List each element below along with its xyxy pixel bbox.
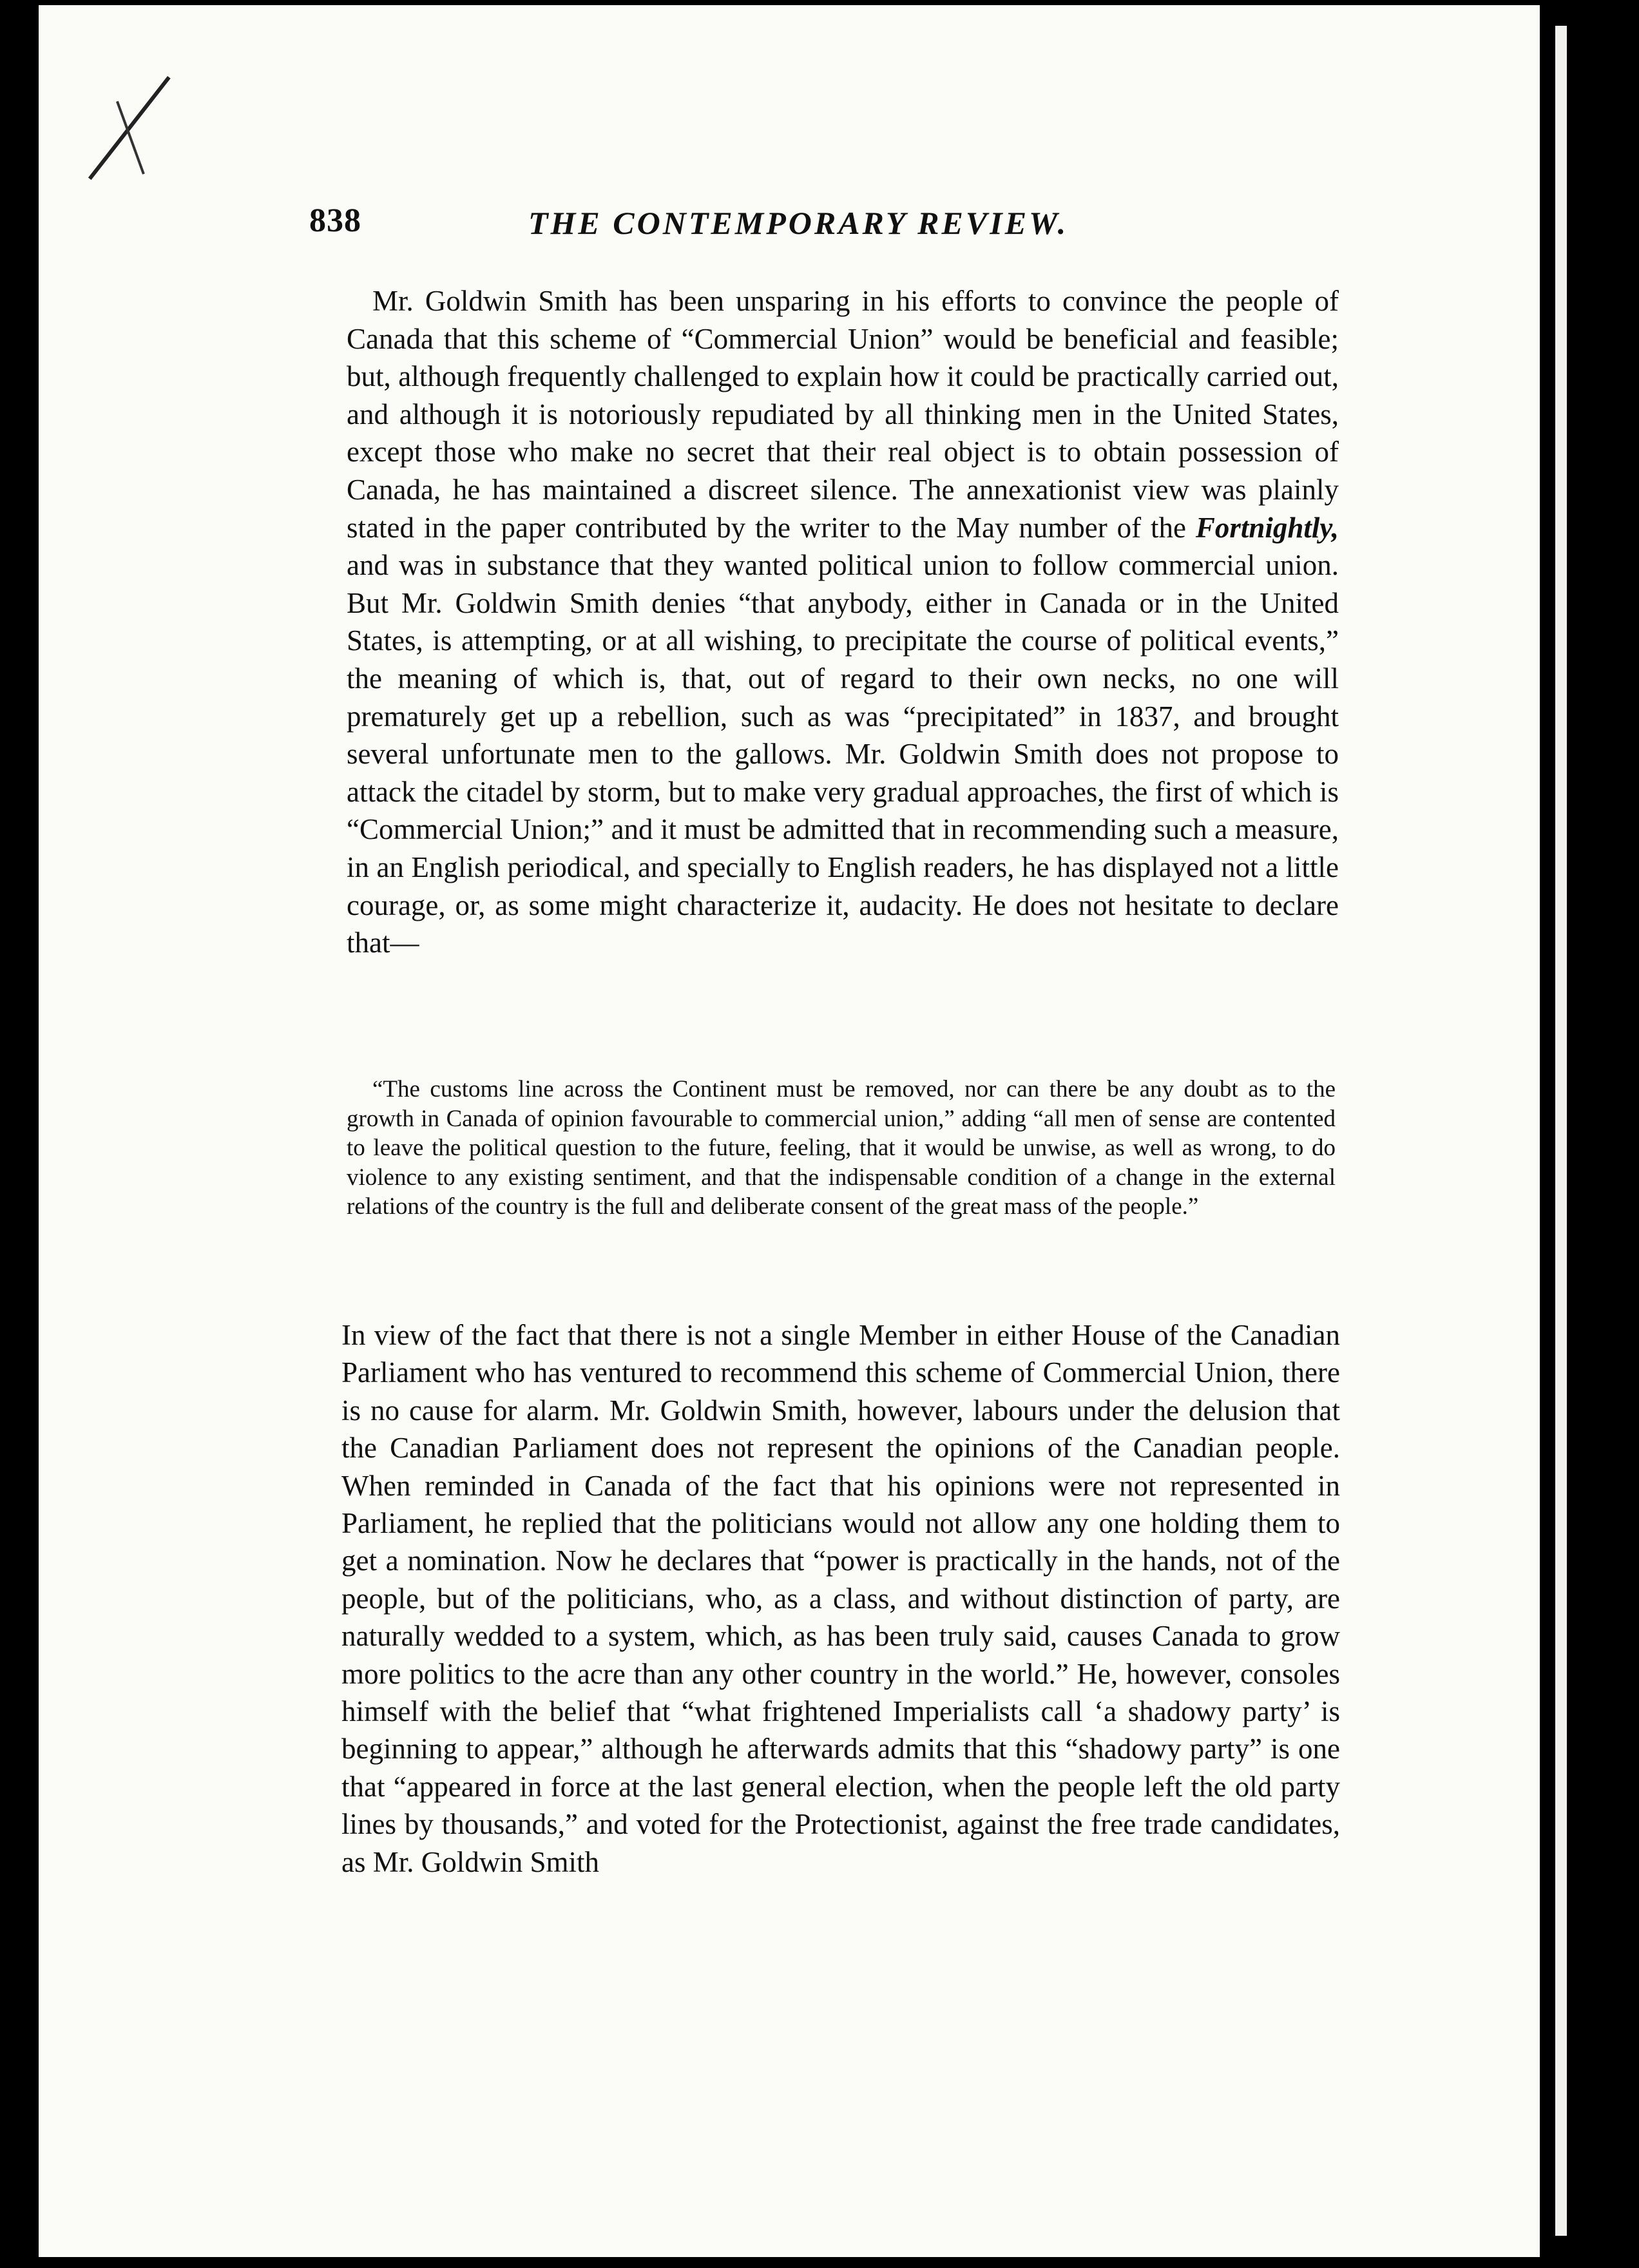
running-head: THE CONTEMPORARY REVIEW.	[528, 205, 1069, 241]
binding-edge	[1542, 0, 1639, 2268]
paragraph-text: Mr. Goldwin Smith has been unsparing in his efforts to convince the people of Canada that this scheme of “Commercial Union” would be beneficial and feasible; but, although frequently challenged to explain how it could be practically carried out, and although it is notoriously repudiated by all thinking men in the United States, except those who make no secret that their real object is to obtain possession of Canada, he has maintained a discreet silence. The annexationist view was plainly stated in the paper contributed by the writer to the May number of the	[347, 285, 1339, 544]
document-page	[39, 5, 1540, 2257]
adjacent-page-edge	[1555, 26, 1567, 2236]
body-paragraph-1	[347, 282, 1339, 962]
periodical-title: Fortnightly,	[1195, 511, 1339, 544]
block-quotation: “The customs line across the Continent must be removed, nor can there be any doubt as to the growth in Canada of opinion favourable to commercial union,” adding “all men of sense are contented to leave the political question to the future, feeling, that it would be unwise, as well as wrong, to do violence to any existing sentiment, and that the indispensable condition of a change in the external relations of the country is the full and deliberate consent of the great mass of the people.”	[347, 1076, 1336, 1220]
page-header	[309, 202, 1340, 253]
body-paragraph-2: In view of the fact that there is not a single Member in either House of the Canadian Parliament who has ventured to recommend this scheme of Commercial Union, there is no cause for alarm. Mr. Goldwin Smith, however, labours under the delusion that the Canadian Parliament does not represent the opinions of the Canadian people. When reminded in Canada of the fact that his opinions were not represented in Parliament, he replied that the politicians would not allow any one holding them to get a nomination. Now he declares that “power is practically in the hands, not of the people, but of the politicians, who, as a class, and without distinction of party, are naturally wedded to a system, which, as has been truly said, causes Canada to grow more politics to the acre than any other country in the world.” He, however, consoles himself with the belief that “what frightened Imperialists call ‘a shadowy party’ is beginning to appear,” although he afterwards admits that this “shadowy party” is one that “appeared in force at the last general election, when the people left the old party lines by thousands,” and voted for the Protectionist, against the free trade candidates, as Mr. Goldwin Smith	[341, 1319, 1340, 1878]
paragraph-text-continued: and was in substance that they wanted political union to follow commercial union. But Mr. Goldwin Smith denies “that anybody, either in Canada or in the United States, is attempting, or at all wishing, to precipitate the course of political events,” the meaning of which is, that, out of regard to their own necks, no one will prematurely get up a rebellion, such as was “precipitated” in 1837, and brought several unfortunate men to the gallows. Mr. Goldwin Smith does not propose to attack the citadel by storm, but to make very gradual approaches, the first of which is “Commercial Union;” and it must be admitted that in recommending such a measure, in an English periodical, and specially to English readers, he has displayed not a little courage, or, as some might characterize it, audacity. He does not hesitate to declare that—	[347, 549, 1339, 959]
page-fold-mark	[88, 76, 171, 180]
page-number: 838	[309, 202, 361, 239]
